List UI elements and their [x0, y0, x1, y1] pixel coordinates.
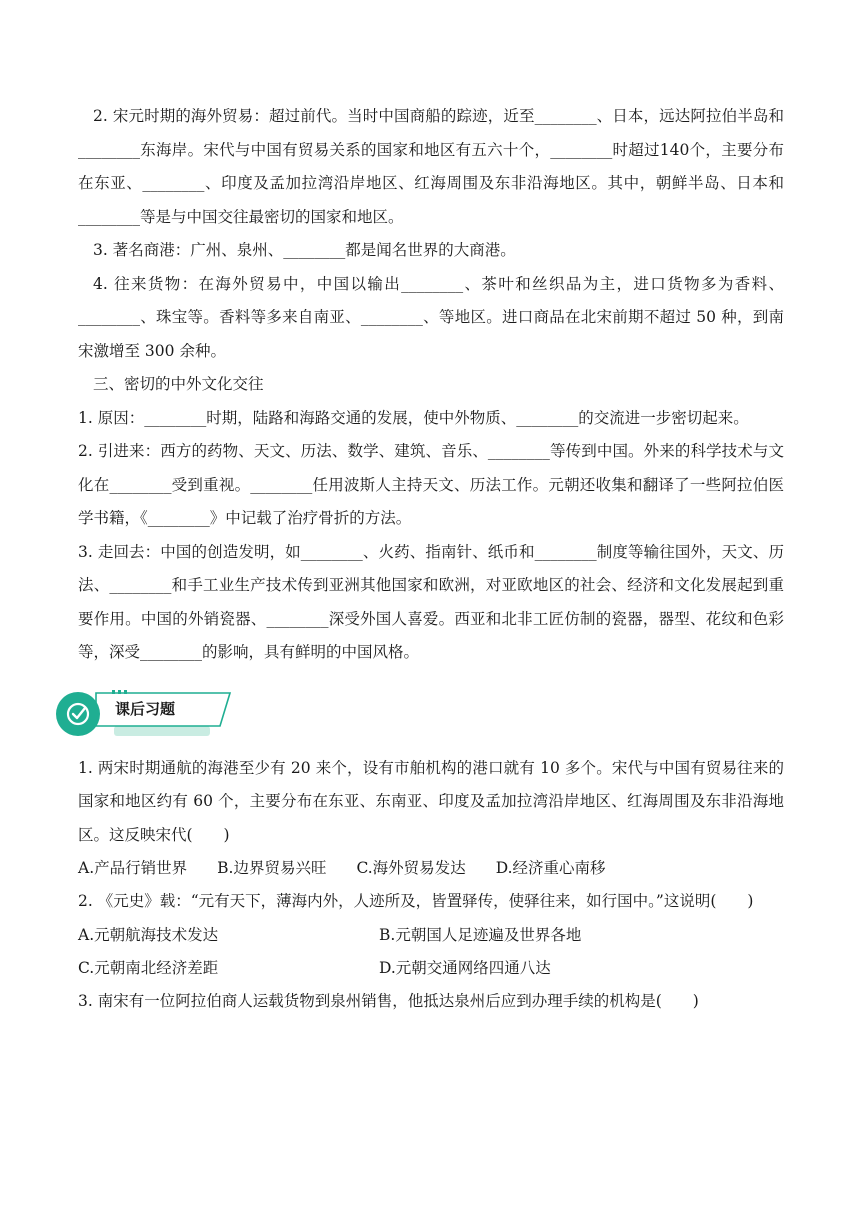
question-3	[78, 985, 784, 1019]
option-c[interactable]: C.海外贸易发达	[356, 859, 466, 877]
section-3-paragraph-3: 3. 走回去：中国的创造发明，如________、火药、指南针、纸币和________制度等输往国外，天文、历法、________和手工业生产技术传到亚洲其他国家和欧洲，对亚欧地区的社会、经济和文化发展起到重要作用。中国的外销瓷器、________深受外国人喜爱。西亚和北非工匠仿制的瓷器，器型、花纹和色彩等，深受________的影响，具有鲜明的中国风格。	[78, 542, 784, 661]
review-paragraph-3: 3. 著名商港：广州、泉州、________都是闻名世界的大商港。	[93, 241, 516, 259]
question-2-options	[78, 919, 784, 985]
question-1-options	[78, 852, 784, 885]
review-paragraph-4: 4. 往来货物：在海外贸易中，中国以输出________、茶叶和丝织品为主，进口货物多为香料、________、珠宝等。香料等多来自南亚、________、等地区。进口商品在北宋前期不超过 50 种，到南宋激增至 300 余种。	[78, 274, 784, 360]
question-3-stem: 3. 南宋有一位阿拉伯商人运载货物到泉州销售，他抵达泉州后应到办理手续的机构是( )	[78, 991, 699, 1010]
question-1-stem: 1. 两宋时期通航的海港至少有 20 来个，设有市舶机构的港口就有 10 多个。宋代与中国有贸易往来的国家和地区约有 60 个，主要分布在东亚、东南亚、印度及孟加拉湾沿岸地区、红海周围及东非沿海地区。这反映宋代( )	[78, 758, 784, 844]
option-b[interactable]: B.元朝国人足迹遍及世界各地	[379, 925, 582, 944]
section-3-paragraph-1: 1. 原因：________时期，陆路和海路交通的发展，使中外物质、________的交流进一步密切起来。	[78, 408, 749, 427]
option-d[interactable]: D.元朝交通网络四通八达	[379, 958, 551, 977]
question-2-stem: 2. 《元史》载：“元有天下，薄海内外，人迹所及，皆置驿传，使驿往来，如行国中。”这说明( )	[78, 892, 754, 910]
option-a[interactable]: A.元朝航海技术发达	[78, 925, 219, 944]
worksheet-page	[78, 100, 784, 1018]
question-2	[78, 885, 784, 985]
section-3-paragraph-2: 2. 引进来：西方的药物、天文、历法、数学、建筑、音乐、________等传到中国。外来的科学技术与文化在________受到重视。________任用波斯人主持天文、历法工作。元朝还收集和翻译了一些阿拉伯医学书籍，《________》中记载了治疗骨折的方法。	[78, 442, 784, 527]
review-paragraph-2: 2. 宋元时期的海外贸易：超过前代。当时中国商船的踪迹，近至________、日本，远达阿拉伯半岛和________东海岸。宋代与中国有贸易关系的国家和地区有五六十个，________时超过140个，主要分布在东亚、________、印度及孟加拉湾沿岸地区、红海周围及东非沿海地区。其中，朝鲜半岛、日本和________等是与中国交往最密切的国家和地区。	[78, 107, 784, 226]
exercise-section-title: 课后习题	[115, 699, 176, 718]
exercise-section-banner	[52, 690, 784, 746]
option-c[interactable]: C.元朝南北经济差距	[78, 958, 219, 977]
option-b[interactable]: B.边界贸易兴旺	[217, 859, 327, 877]
option-a[interactable]: A.产品行销世界	[78, 859, 188, 877]
option-d[interactable]: D.经济重心南移	[495, 859, 606, 877]
section-3-title: 三、密切的中外文化交往	[93, 375, 264, 393]
question-1	[78, 752, 784, 886]
